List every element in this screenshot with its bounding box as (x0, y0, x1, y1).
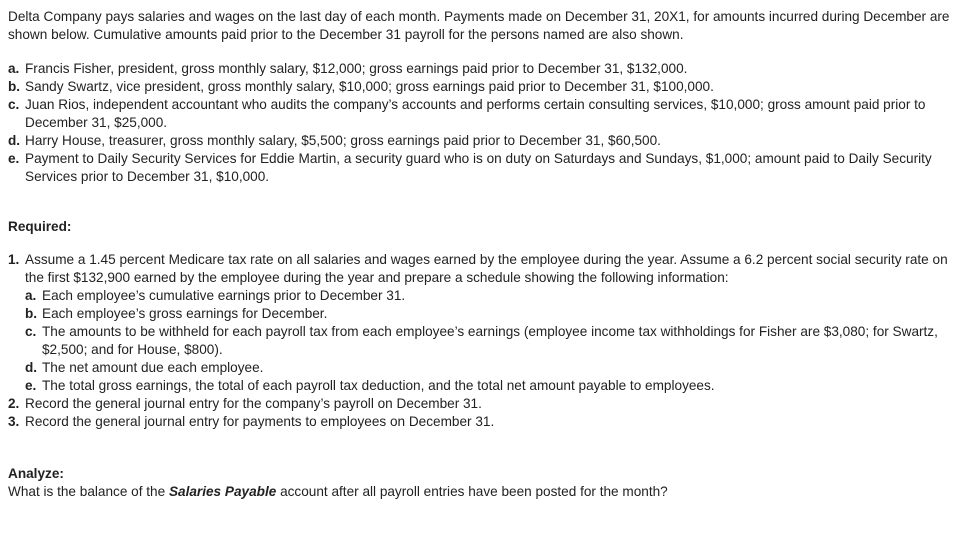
sub-text: The amounts to be withheld for each payroll tax from each employee’s earnings (employee income tax withholdings for Fisher are $3,080; for Swartz, $2,500; and for House, $800). (42, 324, 938, 357)
required-item-2 (8, 395, 955, 413)
required-text: Record the general journal entry for payments to employees on December 31. (25, 414, 495, 429)
required-sub-item (25, 359, 955, 377)
sub-marker: d. (25, 360, 38, 375)
item-marker: d. (8, 133, 21, 148)
sub-text: The total gross earnings, the total of each payroll tax deduction, and the total net amount payable to employees. (42, 378, 715, 393)
sub-text: Each employee’s gross earnings for December. (42, 306, 328, 321)
required-marker: 3. (8, 414, 20, 429)
sub-marker: b. (25, 306, 38, 321)
item-marker: b. (8, 79, 21, 94)
item-text: Francis Fisher, president, gross monthly salary, $12,000; gross earnings paid prior to December 31, $132,000. (25, 61, 688, 76)
analyze-heading: Analyze: (8, 466, 64, 481)
analyze-text-before: What is the balance of the (8, 484, 169, 499)
analyze-text-after: account after all payroll entries have been posted for the month? (276, 484, 668, 499)
sub-text: Each employee’s cumulative earnings prior to December 31. (42, 288, 406, 303)
intro-paragraph: Delta Company pays salaries and wages on the last day of each month. Payments made on December 31, 20X1, for amounts incurred during December are shown below. Cumulative amounts paid prior to the December 31 payroll for the persons named are also shown. (8, 9, 950, 42)
required-marker: 2. (8, 396, 20, 411)
payroll-item (8, 96, 955, 132)
payroll-items-list (8, 60, 955, 186)
required-sub-item (25, 323, 955, 359)
required-item-3 (8, 413, 955, 431)
payroll-item (8, 150, 955, 186)
required-marker: 1. (8, 252, 20, 267)
required-sub-item (25, 377, 955, 395)
required-text: Assume a 1.45 percent Medicare tax rate on all salaries and wages earned by the employee during the year. Assume a 6.2 percent social security rate on the first $132,900 earned by the employee during the year and prepare a schedule showing the following information: (25, 252, 948, 285)
item-marker: e. (8, 151, 20, 166)
required-sub-item (25, 287, 955, 305)
sub-marker: a. (25, 288, 37, 303)
analyze-question (8, 483, 955, 501)
item-text: Payment to Daily Security Services for Eddie Martin, a security guard who is on duty on Saturdays and Sundays, $1,000; amount paid to Daily Security Services prior to December 31, $10,000. (25, 151, 932, 184)
payroll-item (8, 60, 955, 78)
item-text: Harry House, treasurer, gross monthly salary, $5,500; gross earnings paid prior to December 31, $60,500. (25, 133, 661, 148)
required-heading: Required: (8, 219, 72, 234)
sub-marker: c. (25, 324, 37, 339)
sub-text: The net amount due each employee. (42, 360, 264, 375)
required-list (8, 251, 955, 431)
item-text: Sandy Swartz, vice president, gross monthly salary, $10,000; gross earnings paid prior to December 31, $100,000. (25, 79, 714, 94)
payroll-item (8, 78, 955, 96)
required-sub-item (25, 305, 955, 323)
item-marker: c. (8, 97, 20, 112)
payroll-item (8, 132, 955, 150)
required-item-1 (8, 251, 955, 395)
item-marker: a. (8, 61, 20, 76)
salaries-payable-account: Salaries Payable (168, 484, 277, 499)
required-text: Record the general journal entry for the company’s payroll on December 31. (25, 396, 482, 411)
sub-marker: e. (25, 378, 37, 393)
item-text: Juan Rios, independent accountant who audits the company’s accounts and performs certain consulting services, $10,000; gross amount paid prior to December 31, $25,000. (25, 97, 926, 130)
required-sub-list (25, 287, 955, 395)
